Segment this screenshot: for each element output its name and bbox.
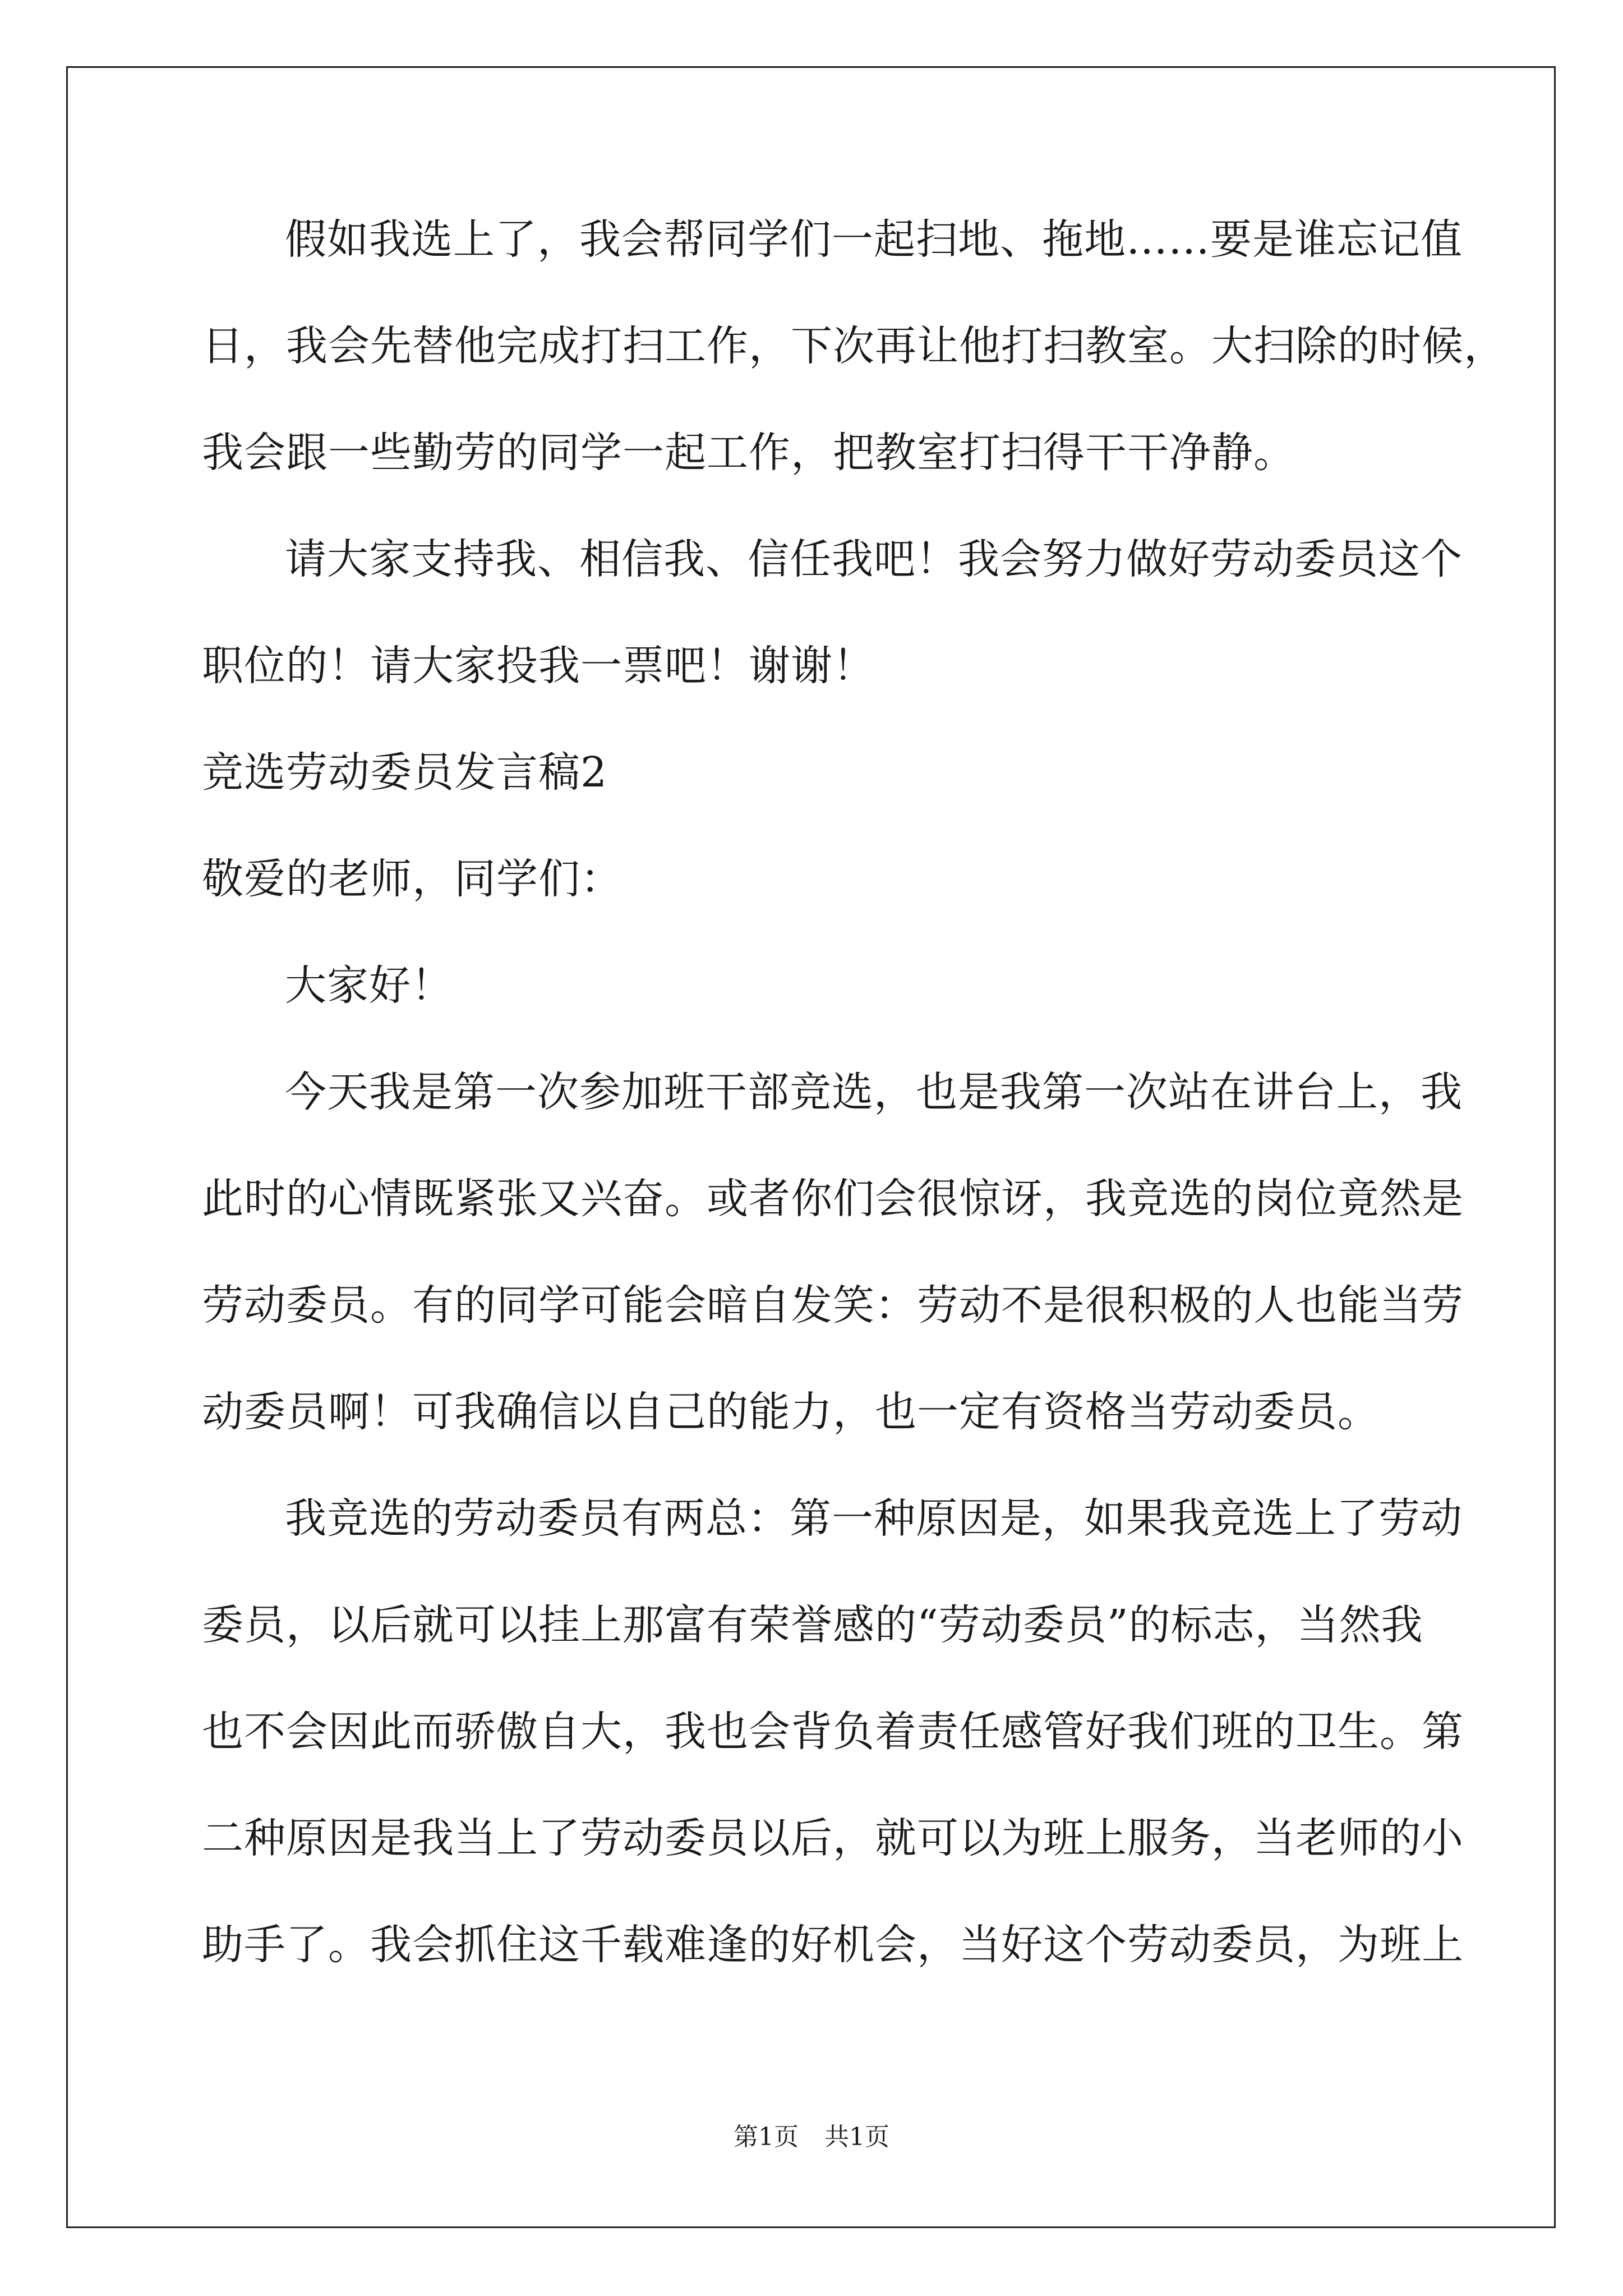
paragraph-line: 日，我会先替他完成打扫工作，下次再让他打扫教室。大扫除的时候， (202, 322, 1506, 370)
paragraph-line: 请大家支持我、相信我、信任我吧！我会努力做好劳动委员这个 (285, 535, 1463, 583)
paragraph-line: 委员，以后就可以挂上那富有荣誉感的“劳动委员”的标志，当然我 (202, 1601, 1423, 1649)
salutation: 敬爱的老师，同学们： (202, 855, 623, 903)
paragraph-line: 今天我是第一次参加班干部竞选，也是我第一次站在讲台上，我 (285, 1068, 1463, 1116)
paragraph-line: 我会跟一些勤劳的同学一起工作，把教室打扫得干干净静。 (202, 429, 1295, 477)
paragraph-line: 也不会因此而骄傲自大，我也会背负着责任感管好我们班的卫生。第 (202, 1708, 1464, 1756)
paragraph-line: 假如我选上了，我会帮同学们一起扫地、拖地……要是谁忘记值 (285, 215, 1463, 264)
paragraph-line: 动委员啊！可我确信以自己的能力，也一定有资格当劳动委员。 (202, 1388, 1380, 1436)
paragraph-line: 我竞选的劳动委员有两总：第一种原因是，如果我竞选上了劳动 (285, 1494, 1463, 1543)
document-body (202, 215, 1506, 2031)
greeting: 大家好！ (285, 961, 453, 1010)
page-number: 第1页 (734, 2123, 799, 2151)
paragraph-line: 二种原因是我当上了劳动委员以后，就可以为班上服务，当老师的小 (202, 1814, 1464, 1862)
page-total: 共1页 (824, 2123, 889, 2151)
paragraph-line: 劳动委员。有的同学可能会暗自发笑：劳动不是很积极的人也能当劳 (202, 1281, 1464, 1329)
section-title: 竞选劳动委员发言稿2 (202, 748, 608, 797)
paragraph-line: 此时的心情既紧张又兴奋。或者你们会很惊讶，我竞选的岗位竟然是 (202, 1175, 1464, 1223)
page-footer (0, 2125, 1623, 2150)
paragraph-line: 职位的！请大家投我一票吧！谢谢！ (202, 642, 875, 690)
paragraph-line: 助手了。我会抓住这千载难逢的好机会，当好这个劳动委员，为班上 (202, 1921, 1464, 1969)
